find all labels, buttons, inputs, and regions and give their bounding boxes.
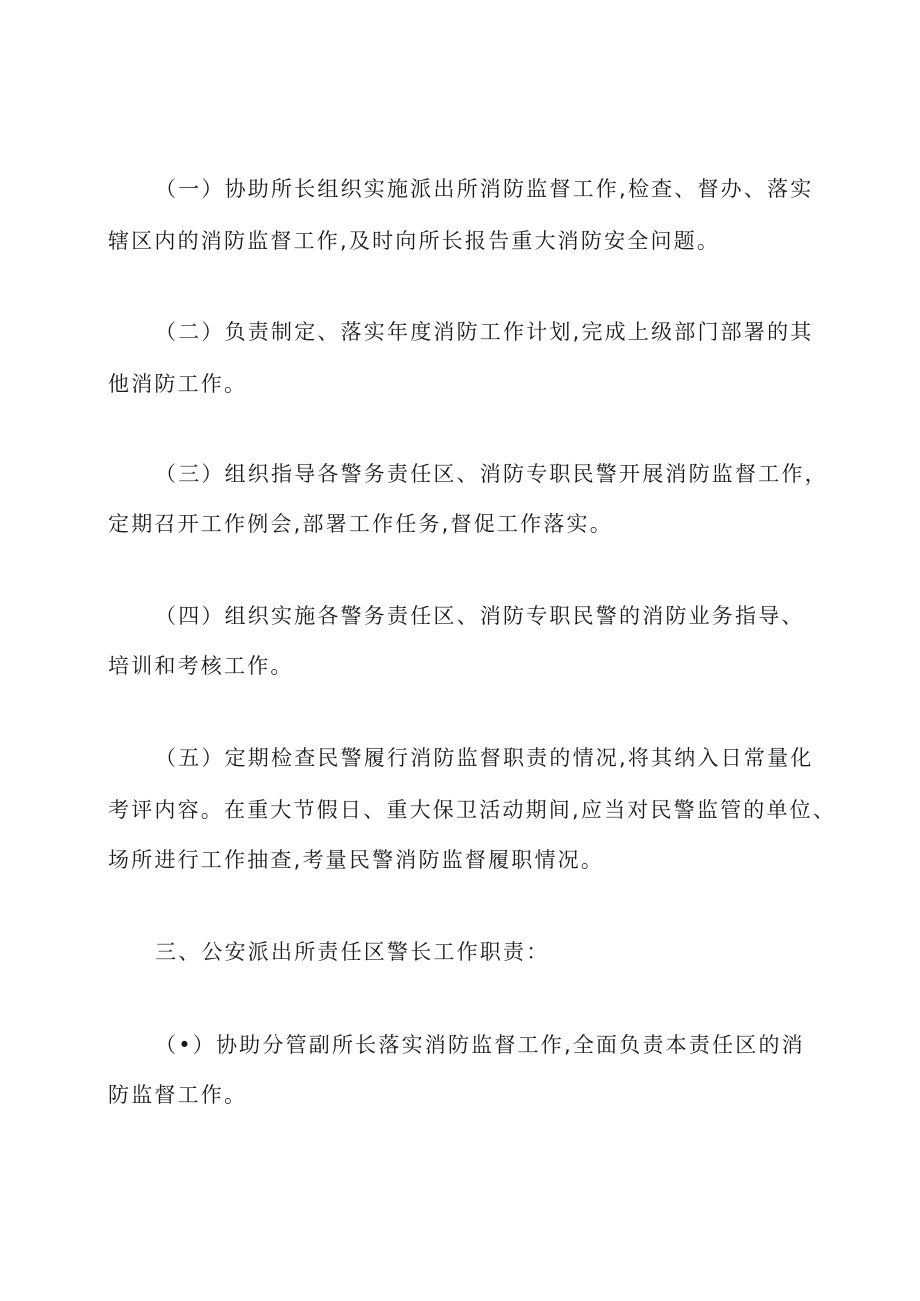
paragraph-4-line-2: 培训和考核工作。 [108,654,294,678]
paragraph-2-line-2: 他消防工作。 [108,372,248,396]
paragraph-2-line-1: （二）负责制定、落实年度消防工作计划,完成上级部门部署的其 [155,320,814,344]
paragraph-4-line-1: （四）组织实施各警务责任区、消防专职民警的消防业务指导、 [155,604,805,628]
paragraph-1-line-2: 辖区内的消防监督工作,及时向所长报告重大消防安全问题。 [108,229,721,253]
paragraph-3-line-1: （三）组织指导各警务责任区、消防专职民警开展消防监督工作， [155,462,828,486]
section-paragraph-1-line-2: 防监督工作。 [108,1083,248,1107]
paragraph-5-line-3: 场所进行工作抽查,考量民警消防监督履职情况。 [108,848,605,872]
paragraph-5-line-1: （五）定期检查民警履行消防监督职责的情况,将其纳入日常量化 [155,746,814,770]
section-paragraph-1-line-1: （•）协助分管副所长落实消防监督工作,全面负责本责任区的消 [155,1033,805,1057]
paragraph-1-line-1: （一）协助所长组织实施派出所消防监督工作,检查、督办、落实 [155,177,814,201]
paragraph-3-line-2: 定期召开工作例会,部署工作任务,督促工作落实。 [108,512,613,536]
section-heading: 三、公安派出所责任区警长工作职责： [155,940,550,964]
paragraph-5-line-2: 考评内容。在重大节假日、重大保卫活动期间,应当对民警监管的单位、 [108,798,837,822]
